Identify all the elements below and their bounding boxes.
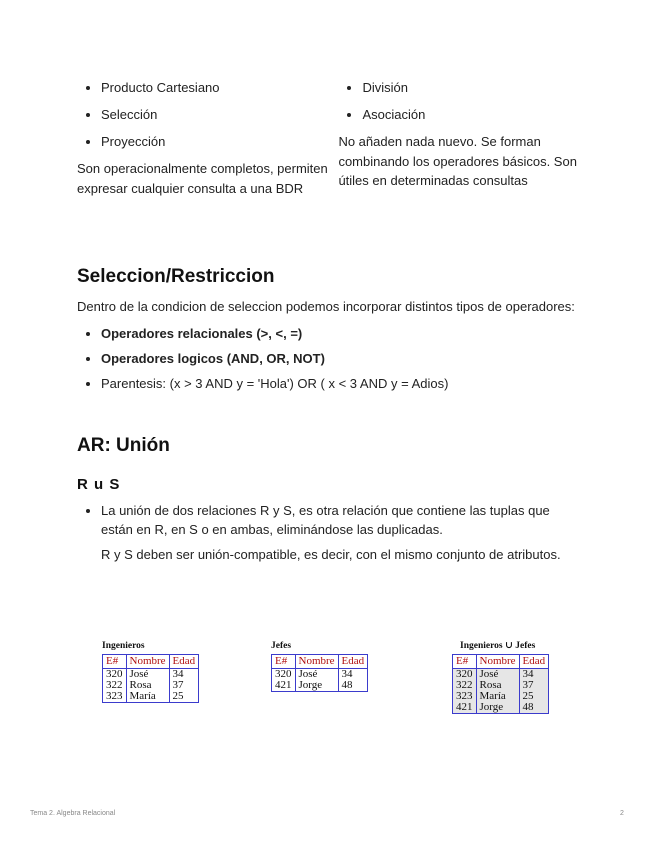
table-title: Jefes [271, 641, 292, 651]
union-heading: AR: Unión [77, 435, 170, 456]
basic-operators-list [77, 78, 338, 151]
derived-operators-list [338, 78, 577, 124]
table-header-row [453, 655, 549, 669]
table-cell: 37 [519, 680, 549, 691]
table-cell: 320 [103, 669, 127, 681]
table-cell: 320 [272, 669, 296, 681]
union-table [452, 654, 549, 714]
basic-operators-note: Son operacionalmente completos, permiten expresar cualquier consulta a una BDR [77, 161, 328, 196]
list-item: • División [362, 78, 577, 97]
derived-operators-note: No añaden nada nuevo. Se forman combinando los operadores básicos. Son útiles en determinadas consultas [338, 134, 577, 188]
footer-title: Tema 2. Algebra Relacional [30, 810, 116, 817]
basic-operators-column [77, 78, 338, 198]
table-cell: 34 [169, 669, 199, 681]
table-cell: José [476, 669, 519, 681]
column-header: Nombre [295, 655, 338, 669]
jefes-table-block [271, 641, 368, 692]
table-title: Ingenieros [102, 641, 145, 651]
table-cell: María [476, 691, 519, 702]
derived-operators-column [338, 78, 577, 198]
table-cell: Rosa [126, 680, 169, 691]
column-header: Nombre [476, 655, 519, 669]
table-cell: 34 [519, 669, 549, 681]
table-cell: 25 [519, 691, 549, 702]
seleccion-intro: Dentro de la condicion de seleccion podemos incorporar distintos tipos de operadores: [77, 299, 575, 314]
table-cell: 323 [103, 691, 127, 703]
table-cell: 48 [338, 680, 368, 692]
column-header: Edad [169, 655, 199, 669]
table-cell: 34 [338, 669, 368, 681]
column-header: Edad [338, 655, 368, 669]
table-cell: José [295, 669, 338, 681]
table-cell: 320 [453, 669, 477, 681]
union-note: R y S deben ser unión-compatible, es decir, con el mismo conjunto de atributos. [101, 547, 561, 562]
union-table-block [452, 640, 549, 714]
column-header: E# [453, 655, 477, 669]
column-header: Edad [519, 655, 549, 669]
seleccion-heading: Seleccion/Restriccion [77, 266, 275, 287]
table-header-row [272, 655, 368, 669]
table-cell: 421 [453, 702, 477, 714]
table-cell: José [126, 669, 169, 681]
list-item: • Parentesis: (x > 3 AND y = 'Hola') OR ( x < 3 AND y = Adios) [101, 374, 577, 393]
union-section [77, 501, 577, 565]
table-cell: 37 [169, 680, 199, 691]
table-cell: 421 [272, 680, 296, 692]
ingenieros-table-block [102, 641, 199, 703]
list-item: • Producto Cartesiano [101, 78, 338, 97]
table-cell: 323 [453, 691, 477, 702]
list-item: • Asociación [362, 105, 577, 124]
seleccion-operators-list [77, 324, 577, 393]
table-row [453, 702, 549, 714]
union-list [77, 501, 577, 539]
table-cell: 48 [519, 702, 549, 714]
operators-columns [77, 78, 577, 198]
table-cell: Jorge [476, 702, 519, 714]
list-item: • Selección [101, 105, 338, 124]
page-number: 2 [620, 810, 624, 817]
list-item: • La unión de dos relaciones R y S, es otra relación que contiene las tuplas que están en R, en S o en ambas, eliminándose las duplicadas. [101, 501, 577, 539]
table-row [103, 691, 199, 703]
table-cell: Rosa [476, 680, 519, 691]
table-cell: 322 [453, 680, 477, 691]
jefes-table [271, 654, 368, 692]
table-cell: María [126, 691, 169, 703]
list-item: • Operadores logicos (AND, OR, NOT) [101, 349, 577, 368]
table-cell: 322 [103, 680, 127, 691]
column-header: E# [103, 655, 127, 669]
ingenieros-table [102, 654, 199, 703]
list-item: • Proyección [101, 132, 338, 151]
table-cell: 25 [169, 691, 199, 703]
table-cell: Jorge [295, 680, 338, 692]
table-header-row [103, 655, 199, 669]
table-row [272, 680, 368, 692]
column-header: E# [272, 655, 296, 669]
seleccion-section [77, 297, 577, 399]
table-title: Ingenieros ∪ Jefes [460, 641, 536, 651]
union-subheading: R u S [77, 476, 121, 493]
column-header: Nombre [126, 655, 169, 669]
list-item: • Operadores relacionales (>, <, =) [101, 324, 577, 343]
